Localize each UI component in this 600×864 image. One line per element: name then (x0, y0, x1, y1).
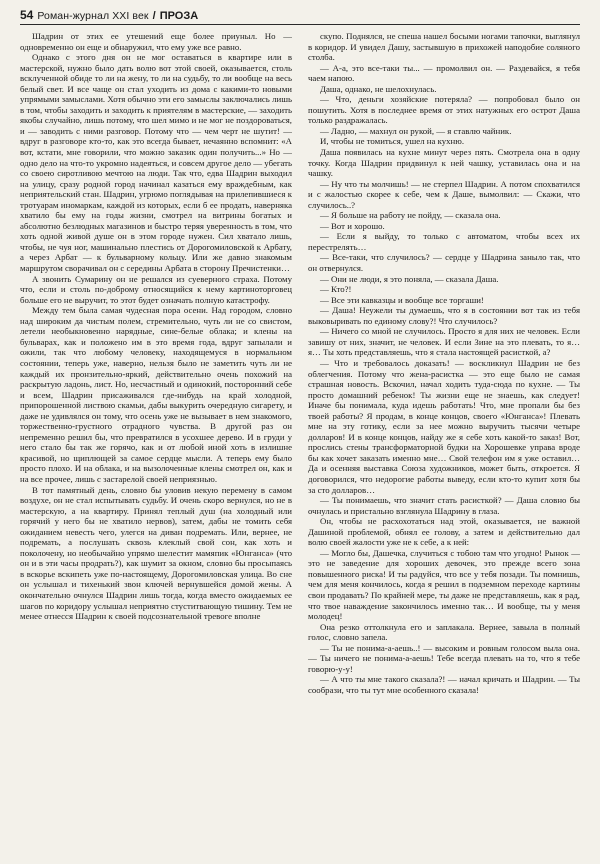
paragraph: — Ты не понима-а-аешь..! — высоким и ровным голосом выла она. — Ты ничего не понима-а-аешь! Тебе всегда плевать на то, что я тебе говорю-у-у! (308, 642, 580, 674)
paragraph: — Кто?! (320, 284, 352, 295)
paragraph: И, чтобы не томиться, ушел на кухню. (320, 136, 465, 147)
paragraph: Однако с этого дня он не мог оставаться в квартире или в мастерской, нужно было дать волю вот этой своей, оказывается, столь всклученной обиде то ли на жену, то ли на судьбу, то ли вообще на весь белый свет. И все чаще он стал уходить из дома с какими-то новыми упрямыми замыслами. Хотя обычно эти его замыслы заключались лишь в том, чтобы заходить и заходить к приятелям в мастерские, — заходить якобы случайно, лишь потому, что шел мимо и не мог не поздороваться, и — заводить с ними разговор. Потому что — чем черт не шутит! — вдруг в разговоре кто-то, как это всегда бывает, нечаянно вспомнит: «А вот, кстати, мне говорили, что можно заказик один получить...» Но — одно дело на что-то укромно надеяться, и совсем другое дело — убегать со своею сиротливою мечтою на люди. Так что, едва Шадрин выходил на улицу, сразу родной город начинал казаться ему враждебным, как неприятельский стан. Шадрин, угрюмо поглядывая на прилепившиеся к тротуарам иномаркам, каждой из которых, если б ее продать, наверняка хватило бы ему на годы жизни, смотрел на витрины богатых и абсолютно безлюдных магазинов и быстро теряя уверенность в том, что хоть одной живой душе он в этом городе нужен. Сил хватало лишь, чтобы, не чуя ног, машинально плестись от Дорогомиловской к Арбату, а через Арбат — к бульварному кольцу. Или же давно знакомым маршрутом сворачивал он с середины Арбата в сторону Пречистенки… (20, 52, 292, 274)
paragraph: Она резко оттолкнула его и заплакала. Вернее, завыла в полный голос, словно запела. (308, 621, 580, 643)
paragraph: — Если я выйду, то только с автоматом, чтобы всех их перестрелять… (308, 231, 580, 252)
section-title: ПРОЗА (159, 10, 199, 22)
left-column (20, 31, 292, 851)
paragraph: — Все эти кавказцы и вообще все торгаши! (320, 294, 484, 305)
paragraph: — Ладно, — махнул он рукой, — я ставлю чайник. (320, 125, 512, 136)
paragraph: — Что, деньги хозяйские потеряла? — попробовал было он пошутить. Хотя в последнее время от этих натужных его острот Даша только раздражалась. (308, 94, 580, 126)
paragraph: скупо. Поднялся, не спеша нашел босыми ногами тапочки, выглянул в коридор. И увидел Дашу, застывшую в прихожей наподобие соляного столба. (308, 31, 580, 63)
paragraph: Даша появилась на кухне минут через пять. Смотрела она в одну точку. Когда Шадрин придвинул к ней чашку, уставилась она и на чашку. (308, 147, 580, 179)
paragraph: — Что и требовалось доказать! — воскликнул Шадрин не без облегчения. Потому что жена-расистка — это еще было не самая страшная новость. Вскочил, начал ходить туда-сюда по кухне. — Ты просто домашний ребенок! Ты жизни еще не знаешь, как следует! Иначе бы понимала, куда идешь работать! Что, мне пропали бы без твоей работы? Я продам, в конце концов, своего «Юнганса»! Плевать мне на эту готику, если за нее можно выручить тысячи четыре долларов! И в конце концов, найду же я себе хоть какой-то заказ! Вот, прослись стены трансформаторной будки на Хорошевке управа вроде бы как хочет заказать именно мне… Свой телефон им я уже оставил… Да и осенняя выставка Союза художников, может быть, откроется. Я договорился, что недорогие работы выведу, если кто-то купит хотя бы за сто долларов… (308, 357, 580, 495)
paragraph: — Я больше на работу не пойду, — сказала она. (320, 210, 501, 221)
paragraph: — Вот и хорошо. (320, 220, 385, 231)
paragraph: Даша, однако, не шелохнулась. (320, 83, 437, 94)
paragraph: В тот памятный день, словно бы уловив некую перемену в самом воздухе, он не стал испытывать судьбу. И очень скоро вернулся, но не в мастерскую, а на квартиру. Принял теплый душ (на холодный или горячий у него бы не хватило нервов), затем, дабы не томить себя ожиданием невесть чего, улегся на диван подремать. Или, вернее, не подремать, а послушать сквозь клеклый свой сон, как хоть и поколочену, но необычайно упрямо шелестит мамяпик «Юнганса» (что он и в эти часы продрать?), как шумит за окном, словно бы просыпаясь в вскорье вскипеть уже по-настоящему, Дорогомиловская улица. Во сне он услышал и тихенький звон ключей вернувшейся домой жены. А окончательно очнулся Шадрин лишь тогда, когда вместо ожидаемых ее шагов по коридору услышал неприятно стуститвающую тишину. Тем не менее отнесся Шадрин к своей подсознательной тревоге вполне (20, 484, 292, 622)
header-separator: / (152, 10, 156, 22)
paragraph: — Могло бы, Дашечка, случиться с тобою там что угодно! Рынок — это не заведение для хороших девочек, это прежде всего зона повышенного риска! И ты радуйся, что все у тебя позади. Ты помнишь, чем для меня кончилось, когда я решил в подземном переходе картины свои продавать? По крайней мере, ты даже не представляешь, как я рад, что твое наваждение закончилось именно так… И вообще, ты у меня молодец! (308, 547, 580, 622)
paragraph: — Ничего со мной не случилось. Просто я для них не человек. Если завишу от них, значит, не человек. И если Зине на это плевать, то я… я… Ты хоть представляешь, что я стала настоящей расисткой, а? (308, 326, 580, 358)
journal-title: Роман-журнал XXI век (37, 10, 149, 22)
paragraph: — Даша! Неужели ты думаешь, что я в состоянии вот так из тебя выковыривать по единому слову?! Что случилось? (308, 305, 580, 326)
running-header (20, 8, 580, 25)
paragraph: — А-а, это все-таки ты... — промолвил он. — Раздевайся, я тебя чаем напою. (308, 62, 580, 84)
paragraph: — Они не люди, я это поняла, — сказала Даша. (320, 273, 499, 284)
page-number: 54 (20, 8, 34, 22)
paragraph: — А что ты мне такого сказала?! — начал кричать и Шадрин. — Ты сообрази, что ты тут мне особенного сказала! (308, 674, 580, 695)
right-column (308, 31, 580, 851)
paragraph: А звонить Сумарину он не решался из суеверного страха. Потому что, если и столь по-доброму относящийся к нему картиноторговец больше его не выручит, то этот будет означать полную катастрофу. (20, 273, 292, 305)
paragraph: — Ну что ты молчишь! — не стерпел Шадрин. А потом спохватился и с жалостью скорее к себе, чем к Даше, вымолвил: — Скажи, что случилось..? (308, 178, 580, 210)
text-columns (20, 31, 580, 851)
paragraph: Шадрин от этих ее утешений еще более приуныл. Но — одновременно он еще и обнаружил, что ему уже все равно. (20, 31, 292, 52)
paragraph: — Все-таки, что случилось? — сердце у Шадрина заныло так, что он отвернулся. (308, 252, 580, 274)
paragraph: Он, чтобы не расхохотаться над этой, оказывается, не важной Дашиной проблемой, обнял ее голову, а затем и действительно дал волю своей жалости уже не к себе, а к ней: (308, 516, 580, 548)
paragraph: Между тем была самая чудесная пора осени. Над городом, словно над широким да чистым полем, стремительно, чуть ли не со свистом, летели необыкновенно нарядные, сине-белые облака; и клены на бульварах, как и положено им в это время года, вдруг запылали и ожили, так что любому человеку, находящемуся в нормальном состоянии, теперь уже, наверно, нельзя было не заметить чуть ли не каждый их пронзительно-яркий, действительно очень похожий на раскрытую ладонь, лист. Но, несчастный и одинокий, посторонний себе и всем, Шадрин присаживался где-нибудь на край холодной, припорошенной листвою скамьи, дабы выкурить очередную сигарету, и даже не удивлялся он тому, что осень уже не вызывает в нем знакомого, торжественно-грустного отрадного чувства. В другой раз он непременно решил бы, что превратился в усохшее дерево. И в груди у него стало бы так же горячо, как и от любой иной хоть в излишне красивой, но щиплющей за самое сердце мысли. А теперь ему было просто плохо. И на облака, и на вызолоченные клены смотрел он, как и на все прочее, лишь с застарелой своей неприязнью. (20, 305, 292, 484)
paragraph: — Ты понимаешь, что значит стать расисткой? — Даша словно бы очнулась и пристально взглянула Шадрину в глаза. (308, 495, 580, 516)
